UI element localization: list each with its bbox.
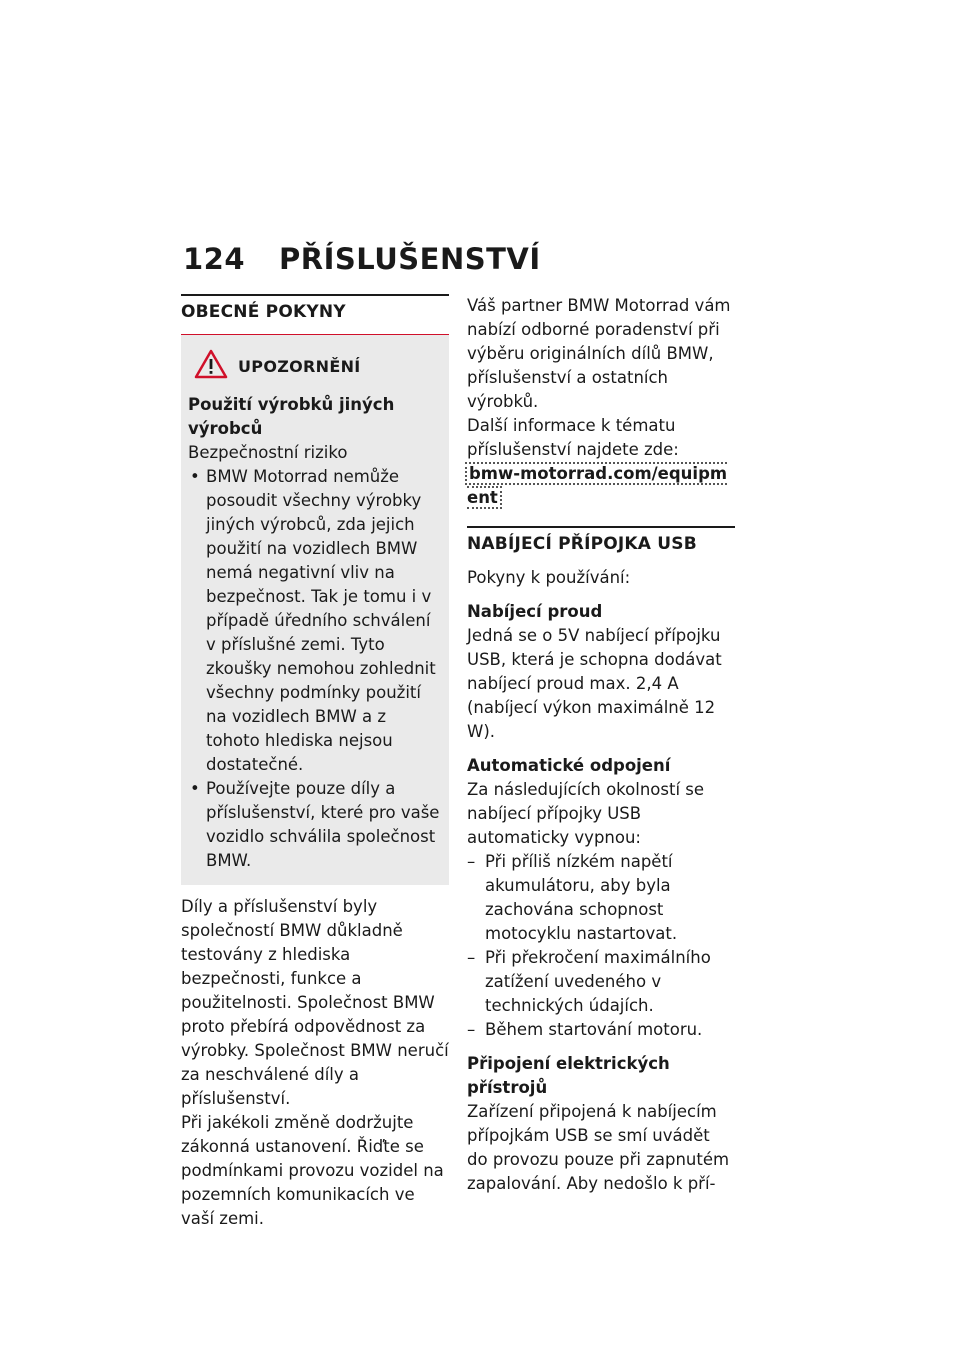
- list-item: – Při překročení maximálního zatížení uvedeného v technických údajích.: [467, 946, 735, 1018]
- charge-text: Jedná se o 5V nabíjecí přípojku USB, která je schopna dodávat nabíjecí proud max. 2,4 A (nabíjecí výkon maximálně 12 W).: [467, 626, 722, 741]
- warning-box: [181, 335, 449, 885]
- warning-label: UPOZORNĚNÍ: [238, 356, 361, 376]
- usage-label: Pokyny k používání:: [467, 568, 631, 587]
- list-item: – Během startování motoru.: [467, 1018, 735, 1042]
- equipment-link[interactable]: bmw-motorrad.com/equipment: [467, 464, 728, 507]
- section-rule: [467, 526, 735, 528]
- auto-off-heading: Automatické odpojení: [467, 756, 671, 775]
- paragraph-partner: Váš partner BMW Motorrad vám nabízí odborné poradenství při výběru originálních dílů BMW, příslušenství a ostatních výrobků.: [467, 296, 731, 411]
- list-item: • BMW Motorrad nemůže posoudit všechny výrobky jiných výrobců, zda jejich použití na vozidlech BMW nemá negativní vliv na bezpečnost. Tak je tomu i v případě úředního schválení v příslušné zemi. Tyto zkoušky nemohou zohlednit všechny podmínky použití na vozidlech BMW a z tohoto hlediska nejsou dostatečné.: [188, 465, 442, 777]
- charge-heading: Nabíjecí proud: [467, 602, 603, 621]
- warning-subheading: Bezpečnostní riziko: [188, 443, 348, 462]
- section-rule: [181, 294, 449, 296]
- auto-off-list: [467, 850, 735, 1042]
- warning-triangle-icon: [194, 349, 238, 383]
- warning-heading: Použití výrobků jiných výrobců: [188, 395, 395, 438]
- auto-off-text: Za následujících okolností se nabíjecí přípojky USB automaticky vypnou:: [467, 780, 705, 847]
- warning-header: [194, 349, 442, 383]
- warning-bullets: [188, 465, 442, 873]
- section-title-usb: NABÍJECÍ PŘÍPOJKA USB: [467, 534, 697, 554]
- paragraph-more-info: Další informace k tématu příslušenství najdete zde:: [467, 416, 679, 459]
- section-title-general: OBECNÉ POKYNY: [181, 302, 346, 322]
- chapter-title: PŘÍSLUŠENSTVÍ: [279, 242, 541, 276]
- page-header: [183, 242, 541, 276]
- paragraph-testing: Díly a příslušenství byly společností BMW důkladně testovány z hlediska bezpečnosti, funkce a použitelnosti. Společnost BMW proto přebírá odpovědnost za výrobky. Společnost BMW neručí za neschválené díly a příslušenství.: [181, 897, 449, 1108]
- list-item: – Při příliš nízkém napětí akumulátoru, aby byla zachována schopnost motocyklu nastartovat.: [467, 850, 735, 946]
- list-item: • Používejte pouze díly a příslušenství, které pro vaše vozidlo schválila společnost BMW.: [188, 777, 442, 873]
- right-column: [467, 294, 735, 1196]
- connect-text: Zařízení připojená k nabíjecím přípojkám USB se smí uvádět do provozu pouze při zapnutém zapalování. Aby nedošlo k pří-: [467, 1102, 730, 1193]
- left-column: [181, 294, 449, 1231]
- connect-heading: Připojení elektrických přístrojů: [467, 1054, 670, 1097]
- page-number: 124: [183, 242, 246, 276]
- paragraph-regulations: Při jakékoli změně dodržujte zákonná ustanovení. Řiďte se podmínkami provozu vozidel na pozemních komunikacích ve vaší zemi.: [181, 1113, 444, 1228]
